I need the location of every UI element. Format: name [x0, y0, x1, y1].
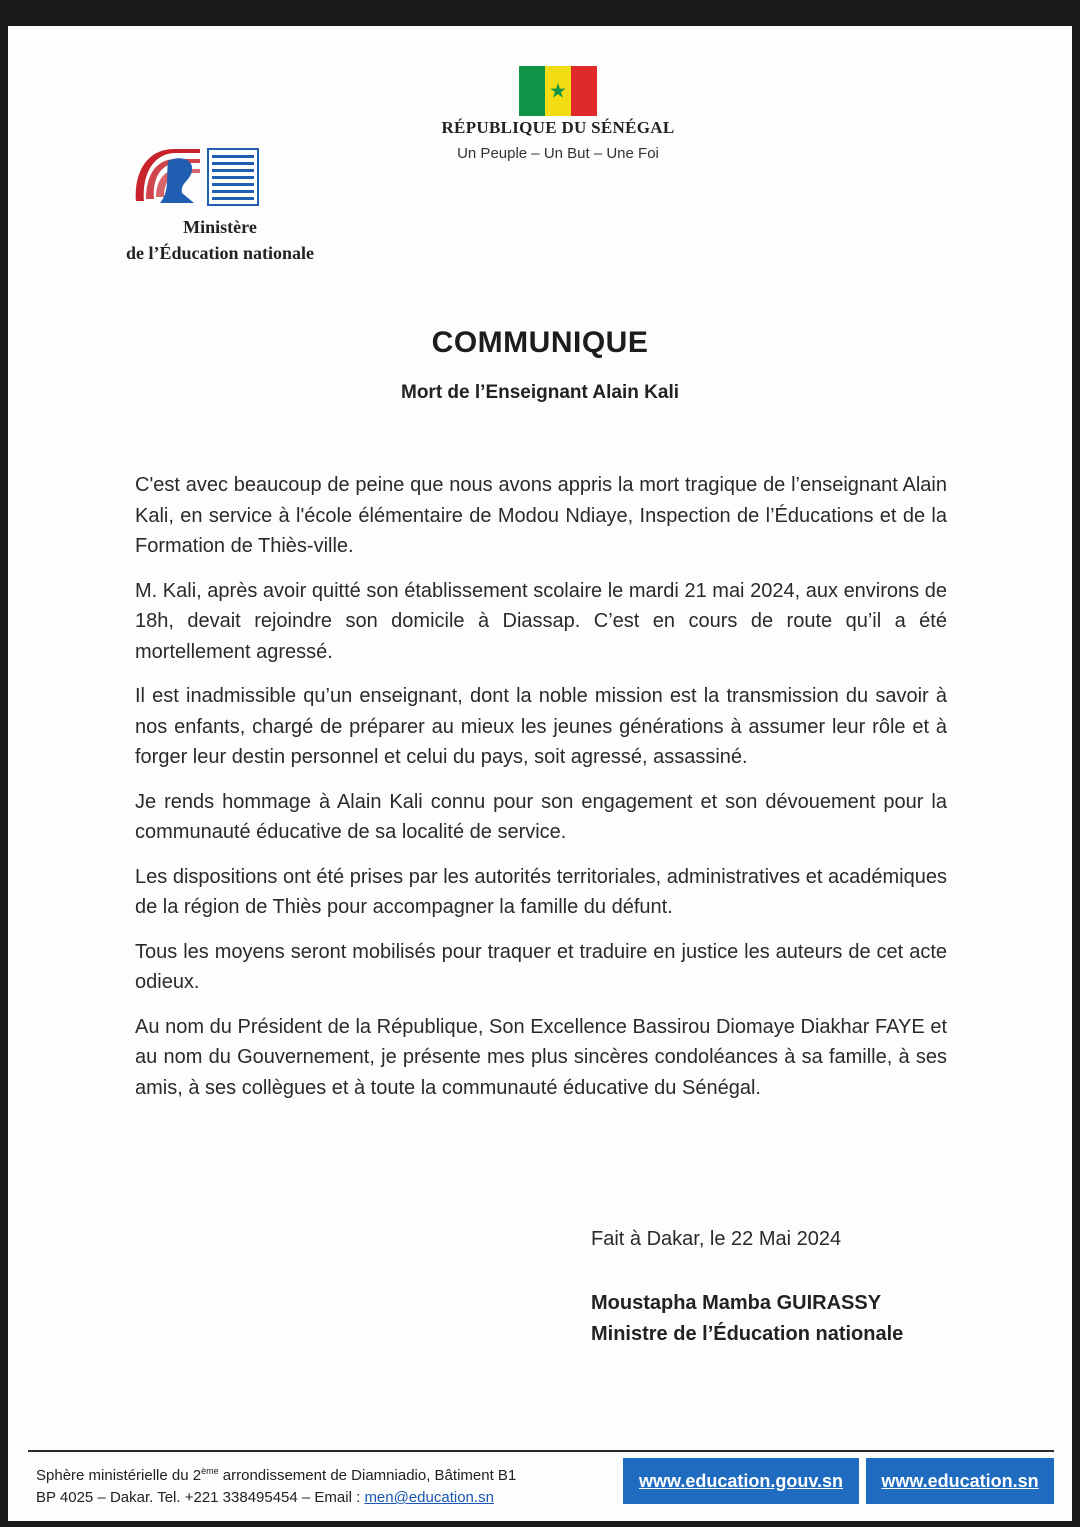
email-link[interactable]: men@education.sn	[364, 1489, 494, 1506]
place-date: Fait à Dakar, le 22 Mai 2024	[591, 1228, 842, 1250]
address-part: arrondissement de Diamniadio, Bâtiment B1	[218, 1467, 517, 1484]
address-superscript: ème	[201, 1466, 219, 1476]
senegal-flag-icon	[519, 66, 597, 116]
document-title: COMMUNIQUE	[431, 326, 649, 359]
republic-title: RÉPUBLIQUE DU SÉNÉGAL	[441, 118, 675, 137]
paragraph: C'est avec beaucoup de peine que nous avons appris la mort tragique de l’enseignant Alain Kali, en service à l'école élémentaire de Modou Ndiaye, Inspection de l’Éducations et de la Formation de Thiès-ville.	[135, 474, 947, 557]
paragraph: Il est inadmissible qu’un enseignant, dont la noble mission est la transmission du savoir à nos enfants, chargé de préparer au mieux les jeunes générations à assumer leur rôle et à forger leur destin personnel et celui du pays, soit agressé, assassiné.	[135, 685, 947, 768]
website-link-gouv[interactable]: www.education.gouv.sn	[623, 1458, 859, 1504]
footer-address-line1	[36, 1460, 516, 1487]
footer-divider	[28, 1450, 1054, 1452]
paragraph: Au nom du Président de la République, Son Excellence Bassirou Diomaye Diakhar FAYE et au nom du Gouvernement, je présente mes plus sincères condoléances à sa famille, à ses amis, à ses collègues et à toute la communauté éducative du Sénégal.	[135, 1015, 947, 1099]
signer-name: Moustapha Mamba GUIRASSY	[591, 1292, 882, 1314]
contact-info: BP 4025 – Dakar. Tel. +221 338495454 – Email :	[36, 1489, 365, 1506]
website-link-education[interactable]: www.education.sn	[866, 1458, 1054, 1504]
paragraph: Tous les moyens seront mobilisés pour traquer et traduire en justice les auteurs de cet acte odieux.	[135, 940, 947, 993]
paragraph: Je rends hommage à Alain Kali connu pour son engagement et son dévouement pour la communauté éducative de sa localité de service.	[135, 790, 947, 843]
address-part: Sphère ministérielle du 2	[36, 1467, 202, 1484]
republic-motto: Un Peuple – Un But – Une Foi	[457, 145, 659, 162]
document-page	[8, 26, 1072, 1521]
paragraph: M. Kali, après avoir quitté son établissement scolaire le mardi 21 mai 2024, aux environs de 18h, devait rejoindre son domicile à Diassap. C’est en cours de route qu’il a été mortellement agressé.	[135, 579, 947, 663]
signer-title: Ministre de l’Éducation nationale	[591, 1323, 904, 1345]
green-star-icon: ★	[549, 78, 567, 103]
document-subtitle: Mort de l’Enseignant Alain Kali	[401, 382, 679, 403]
ministry-name-line2: de l’Éducation nationale	[125, 243, 315, 263]
footer-address	[36, 1460, 516, 1509]
ministry-logo-icon	[130, 141, 260, 207]
ministry-name-line1: Ministère	[183, 217, 257, 237]
ministry-name	[88, 214, 352, 266]
paragraph: Les dispositions ont été prises par les autorités territoriales, administratives et académiques de la région de Thiès pour accompagner la famille du défunt.	[135, 865, 947, 918]
document-body	[135, 470, 947, 1117]
signature-block	[591, 1288, 903, 1350]
footer-address-line2	[36, 1487, 516, 1509]
